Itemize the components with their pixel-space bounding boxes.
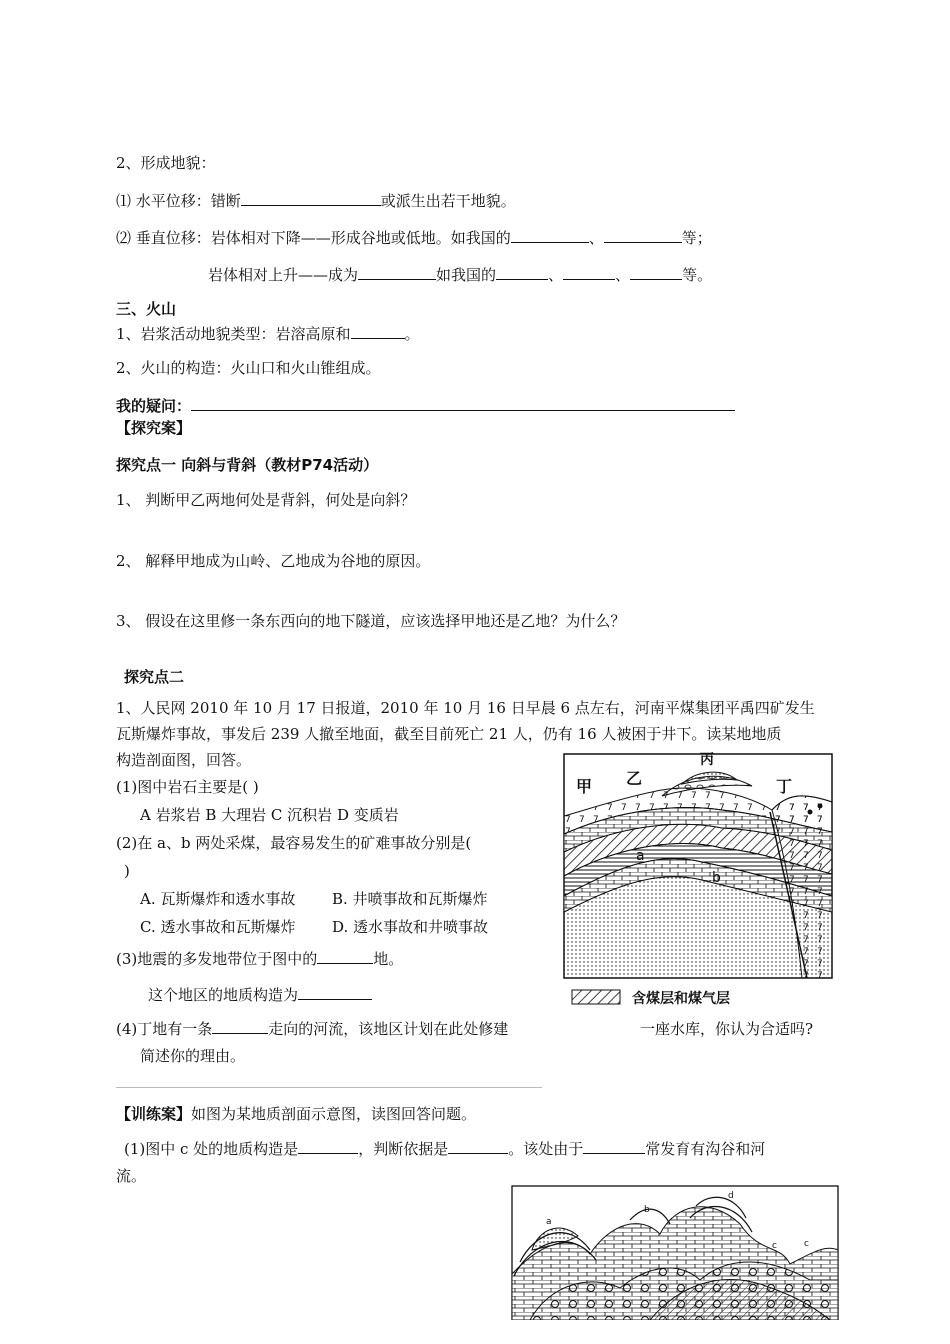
section2-title: 2、形成地貌：	[116, 154, 216, 172]
label-yi: 乙	[626, 769, 643, 788]
label-ding: 丁	[776, 777, 793, 796]
rise-sep-1: 、	[548, 266, 564, 284]
label-bing: 丙	[700, 752, 714, 768]
blank-training-2[interactable]	[448, 1139, 508, 1154]
sub3-text-a: (3)地震的多发地带位于图中的	[116, 950, 318, 968]
explore-p2: 瓦斯爆炸事故，事发后 239 人撤至地面，截至目前死亡 21 人，仍有 16 人被困于井下。读某地地质	[116, 725, 782, 743]
vertical-sep: 、	[588, 229, 604, 247]
blank-rise-4[interactable]	[630, 265, 682, 280]
rise-sep-2: 、	[615, 266, 631, 284]
blank-vertical-1[interactable]	[511, 228, 589, 243]
question-label: 我的疑问：	[116, 397, 192, 415]
legend-swatch	[572, 990, 620, 1004]
explore-sub2: (2)在 a、b 两处采煤，最容易发生的矿难事故分别是(	[116, 834, 472, 852]
volcano-item1-end: 。	[404, 325, 420, 343]
vertical-displacement-line	[116, 228, 712, 248]
training-q1-e: 流。	[116, 1167, 147, 1185]
horizontal-text-b: 或派生出若干地貌。	[380, 192, 516, 210]
blank-training-1[interactable]	[298, 1139, 358, 1154]
explore-point1-title: 探究点一 向斜与背斜（教材P74活动）	[116, 456, 379, 474]
rise-text-a: 岩体相对上升——成为	[208, 266, 359, 284]
label2-a: a	[546, 1217, 552, 1227]
volcano-item1	[116, 324, 420, 344]
training-q1-d: 常发育有沟谷和河	[645, 1140, 766, 1158]
explore-sub4-c: 一座水库，你认为合适吗?	[640, 1020, 814, 1038]
explore-option-c: C. 透水事故和瓦斯爆炸	[140, 918, 296, 936]
blank-rise-1[interactable]	[358, 265, 436, 280]
vertical-end: 等；	[681, 229, 712, 247]
blank-rise-3[interactable]	[563, 265, 615, 280]
blank-vertical-2[interactable]	[604, 228, 682, 243]
training-q1-a: (1)图中 c 处的地质构造是	[124, 1140, 299, 1158]
rise-line	[208, 265, 712, 285]
label2-b: b	[644, 1205, 650, 1215]
rise-end: 等。	[682, 266, 713, 284]
label-a: a	[636, 848, 645, 864]
label2-c1: c	[772, 1241, 777, 1251]
explore-q2: 2、 解释甲地成为山岭、乙地成为谷地的原因。	[116, 552, 431, 570]
question-line	[116, 396, 735, 416]
training-section-figure	[510, 1184, 842, 1320]
explore-heading: 【探究案】	[116, 419, 192, 437]
training-intro: 如图为某地质剖面示意图，读图回答问题。	[191, 1105, 477, 1123]
explore-option-a: A. 瓦斯爆炸和透水事故	[140, 890, 296, 908]
sub4-text-b: 走向的河流，该地区计划在此处修建	[268, 1020, 509, 1038]
volcano-item1-text: 1、岩浆活动地貌类型：岩溶高原和	[116, 325, 351, 343]
volcano-item2: 2、火山的构造：火山口和火山锥组成。	[116, 359, 381, 377]
explore-sub2-close: )	[124, 862, 130, 880]
training-q1-b: ，判断依据是	[358, 1140, 449, 1158]
explore-sub4-d: 简述你的理由。	[140, 1047, 246, 1065]
label-jia: 甲	[576, 777, 593, 796]
training-q1	[124, 1139, 765, 1159]
label2-d: d	[728, 1191, 734, 1201]
rise-text-b: 如我国的	[436, 266, 497, 284]
explore-sub3-structure	[148, 985, 372, 1005]
blank-structure[interactable]	[298, 985, 372, 1000]
explore-p3: 构造剖面图，回答。	[116, 751, 252, 769]
label-b: b	[712, 870, 721, 886]
blank-rise-2[interactable]	[496, 265, 548, 280]
vertical-text-a: ⑵ 垂直位移：岩体相对下降——形成谷地或低地。如我国的	[116, 229, 511, 247]
explore-sub3	[116, 949, 403, 969]
sub3-text-c: 这个地区的地质构造为	[148, 986, 299, 1004]
explore-sub1-options: A 岩浆岩 B 大理岩 C 沉积岩 D 变质岩	[140, 806, 399, 824]
horizontal-displacement-line	[116, 191, 516, 211]
question-input[interactable]	[191, 396, 735, 411]
legend-text: 含煤层和煤气层	[632, 991, 730, 1007]
explore-p1: 1、人民网 2010 年 10 月 17 日报道，2010 年 10 月 16 日早晨 6 点左右，河南平煤集团平禹四矿发生	[116, 699, 815, 717]
divider	[116, 1087, 542, 1088]
blank-sub3[interactable]	[317, 949, 373, 964]
sub4-text-a: (4)丁地有一条	[116, 1020, 213, 1038]
blank-horizontal[interactable]	[241, 191, 381, 206]
explore-q3: 3、 假设在这里修一条东西向的地下隧道，应该选择甲地还是乙地？为什么？	[116, 612, 626, 630]
horizontal-text-a: ⑴ 水平位移：错断	[116, 192, 241, 210]
geological-section-figure	[562, 752, 837, 1016]
sub3-text-b: 地。	[373, 950, 404, 968]
explore-sub4	[116, 1019, 508, 1039]
explore-option-d: D. 透水事故和井喷事故	[332, 918, 489, 936]
blank-volcano[interactable]	[351, 324, 405, 339]
blank-river[interactable]	[212, 1019, 268, 1034]
explore-point2-title: 探究点二	[124, 668, 185, 686]
label2-c2: c	[804, 1239, 809, 1249]
volcano-heading: 三、火山	[116, 300, 177, 318]
training-label: 【训练案】	[116, 1105, 192, 1123]
training-q1-c: 。该处由于	[508, 1140, 584, 1158]
explore-option-b: B. 井喷事故和瓦斯爆炸	[332, 890, 488, 908]
blank-training-3[interactable]	[583, 1139, 645, 1154]
training-intro-line	[116, 1104, 476, 1124]
explore-sub1: (1)图中岩石主要是( )	[116, 778, 259, 796]
explore-q1: 1、 判断甲乙两地何处是背斜，何处是向斜？	[116, 491, 416, 509]
